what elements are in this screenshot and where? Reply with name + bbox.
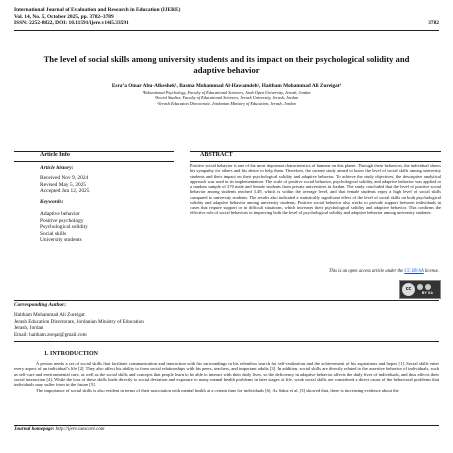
header-rule	[14, 30, 439, 31]
history-label: Article history:	[40, 165, 74, 171]
keyword-list	[40, 211, 88, 244]
corresponding-bottom-rule	[14, 341, 439, 342]
abstract-heading: ABSTRACT	[200, 152, 233, 158]
introduction-paragraph: The importance of social skills is also evident in terms of their association with mental health at a certain time for individuals [6]. As Sakız et al. [3] showed that, there is increasing evidence about the	[36, 387, 399, 393]
affiliations	[14, 90, 439, 106]
journal-header	[14, 7, 439, 27]
accepted-date: Accepted Jun 12, 2025	[40, 188, 90, 195]
corresponding-label: Corresponding Author:	[14, 302, 67, 308]
introduction-heading: 1. INTRODUCTION	[44, 351, 99, 357]
keyword-item: Positive psychology	[40, 217, 84, 224]
keyword-item: Psychological solidity	[40, 224, 88, 231]
affiliation-3: ³Jerash Education Directorate, Jordanian Ministry of Education, Jerash, Jordan	[157, 100, 296, 106]
corresponding-author-box	[14, 302, 439, 339]
introduction-paragraph: A person needs a set of social skills that facilitate communication and interaction with his surroundings in his relentless search for self-realization and the achievement of his aspirations and hopes [1]. Social skills enter every aspect of an individual’s life [2]. They also affect his ability to form social relationships with his peers, teachers, and important adults [3]. In addition, social skills are directly related to the assertive behavior of individuals, such as self-care and environmental care, as well as the social skills and concepts that people learn to be able to interact with their daily lives, so the deficiency in adaptive behavior affects the daily lives of individuals, and thus affects their social interaction [4]. While the loss of these skills leads directly to social deviation and exposure to many mental health problems in later stages of life, weak social skills are considered a direct cause of the behavioral problems that individuals may suffer from in the future [5].	[14, 361, 439, 388]
license-suffix: license.	[423, 269, 439, 274]
footer-label: Journal homepage:	[14, 427, 55, 432]
journal-name: International Journal of Evaluation and Research in Education (IJERE)	[14, 7, 181, 13]
corresponding-email[interactable]: Email: haitham.zreqat@gmail.com	[14, 332, 87, 339]
affiliation-1: ¹Educational Psychology, Faculty of Educational Sciences, Arab Open University, Jerash, Jordan	[142, 90, 311, 95]
keyword-item: University students	[40, 237, 82, 244]
sa-icon	[425, 284, 431, 290]
author-list: Esra’a Omar Abu-Alkeshek¹, Basma Mohammad Al-Hawamdeh², Haitham Mohammad Ali Zureigat³	[111, 83, 342, 89]
issn-row	[14, 20, 439, 27]
by-sa-label: BY SA	[421, 291, 434, 295]
keyword-item: Adaptive behavior	[40, 211, 80, 217]
corresponding-location: Jerash, Jordan	[14, 325, 44, 332]
license-prefix: This is an open access article under the	[328, 269, 405, 274]
abstract-text: Positive social behavior is one of the most important characteristics of humans on this planet. Through these behaviors, the individual shows his sympathy for others and his desire to help them. Therefore, the current study aimed to know the level of social skills among university students and their impact on their psychological solidity and adaptive behavior. To achieve the study objectives, the descriptive analytical approach was used in its implementation. The scale of positive social behavior, psychological solidity, and adaptive behavior was applied to a random sample of 370 male and female students from private universities in Jordan. The study concluded that the level of positive social behavior among students reached 3.49, which is within the average level, and that female students enjoy a high level of social skills compared to university students. The results also indicated a statistically significant effect of the level of social skills on both psychological solidity and adaptive behavior among university students. Positive social behavior also works to provide support between individuals in cases that require support or in difficult situations, which increases their psychological solidity and adaptive behavior. This confirms the effective role of social behaviors in improving both the level of psychological solidity and adaptive behavior among university students.	[190, 163, 441, 216]
article-info-top-rule	[14, 151, 174, 152]
keyword-item: Social skills	[40, 230, 67, 237]
journal-homepage-link[interactable]: http://ijere.iaescore.com	[55, 427, 105, 432]
article-info-head-rule	[14, 161, 174, 162]
page-number: 3782	[428, 20, 439, 27]
cc-by-sa-badge[interactable]	[399, 280, 441, 299]
introduction-body	[14, 361, 439, 393]
journal-volume: Vol. 14, No. 5, October 2025, pp. 3782~3789	[14, 13, 114, 20]
footer-rule	[14, 425, 439, 426]
affiliation-2: ²Social Studies, Faculty of Educational Sciences, Jerash University, Jerash, Jordan	[154, 95, 299, 101]
issn-doi: ISSN: 2252-8822, DOI: 10.11591/ijere.v14i5.33591	[14, 20, 129, 27]
journal-footer	[14, 427, 439, 432]
by-icon	[417, 284, 423, 290]
corresponding-top-rule	[14, 300, 439, 301]
by-sa-icons	[417, 284, 438, 290]
cc-logo: cc	[402, 283, 415, 296]
corresponding-details	[14, 312, 439, 339]
abstract-head-rule	[190, 161, 441, 162]
revised-date: Revised May 5, 2025	[40, 181, 87, 188]
history-list	[40, 175, 89, 195]
license-note	[215, 269, 439, 274]
license-link[interactable]: CC BY-SA	[404, 269, 424, 274]
keywords-label: Keywords:	[40, 199, 64, 205]
article-info-heading: Article Info	[40, 152, 70, 158]
corresponding-institution: Jerash Education Directorate, Jordanian Ministry of Education	[14, 318, 144, 325]
received-date: Received Nov 9, 2024	[40, 175, 89, 181]
article-title: The level of social skills among university students and its impact on their psychological solidity and adaptive behavior	[43, 54, 410, 75]
corresponding-name: Haitham Mohammad Ali Zureigat	[14, 312, 85, 318]
